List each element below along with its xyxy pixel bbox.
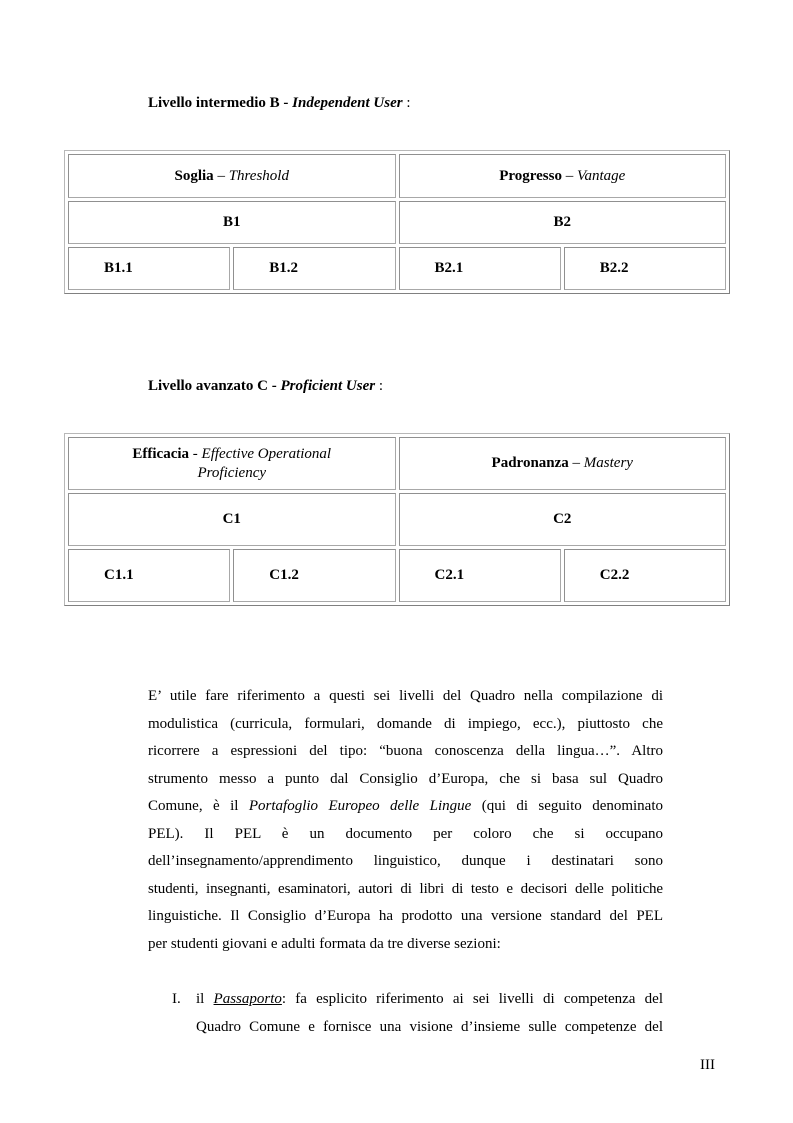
paragraph-line: studenti, insegnanti, esaminatori, autori di libri di testo e decisori delle politiche xyxy=(148,880,663,897)
paragraph-line: dell’insegnamento/apprendimento linguistico, dunque i destinatari sono xyxy=(148,853,663,869)
heading-level-b-italic: Independent User xyxy=(292,95,403,111)
heading-level-c-tail: : xyxy=(375,378,383,394)
heading-level-c-bold: Livello avanzato C - xyxy=(148,378,281,394)
page-number: III xyxy=(700,1057,715,1073)
body-paragraph xyxy=(148,683,663,958)
paragraph-line: E’ utile fare riferimento a questi sei livelli del Quadro nella compilazione di xyxy=(148,688,663,704)
table-b-level-b2: B2 xyxy=(399,201,727,244)
paragraph-line: modulistica (curricula, formulari, domande di impiego, ecc.), piuttosto che xyxy=(148,715,663,732)
paragraph-line: ricorrere a espressioni del tipo: “buona conoscenza della lingua…”. Altro xyxy=(148,743,663,759)
table-b-sub-b2-2: B2.2 xyxy=(564,247,726,290)
table-c-level-c1: C1 xyxy=(68,493,396,546)
table-level-c xyxy=(64,433,730,606)
paragraph-line: linguistiche. Il Consiglio d’Europa ha prodotto una versione standard del PEL xyxy=(148,908,663,924)
table-c-header-mastery: Padronanza – Mastery xyxy=(399,437,727,490)
paragraph-line: strumento messo a punto dal Consiglio d’Europa, che si basa sul Quadro xyxy=(148,770,663,787)
table-b-sub-b2-1: B2.1 xyxy=(399,247,561,290)
list-item-passport xyxy=(196,986,663,1041)
table-b-sub-b1-2: B1.2 xyxy=(233,247,395,290)
list-numeral: I. xyxy=(172,991,181,1007)
table-c-sub-c2-1: C2.1 xyxy=(399,549,561,602)
table-b-header-vantage: Progresso – Vantage xyxy=(399,154,727,198)
portfolio-title: Portafoglio Europeo delle Lingue xyxy=(248,798,472,814)
list-item-line: Quadro Comune e fornisce una visione d’insieme sulle competenze del xyxy=(196,1018,663,1035)
table-c-sub-c1-2: C1.2 xyxy=(233,549,395,602)
heading-level-b-tail: : xyxy=(402,95,411,111)
list-item-line: il Passaporto: fa esplicito riferimento ai sei livelli di competenza del xyxy=(196,991,663,1007)
table-c-level-c2: C2 xyxy=(399,493,727,546)
paragraph-line-with-title: Comune, è il Portafoglio Europeo delle Lingue (qui di seguito denominato xyxy=(148,798,664,814)
passport-term: Passaporto xyxy=(213,991,282,1007)
heading-level-c-italic: Proficient User xyxy=(280,378,376,394)
table-b-level-b1: B1 xyxy=(68,201,396,244)
paragraph-line: PEL). Il PEL è un documento per coloro che si occupano xyxy=(148,825,663,842)
table-c-header-efficacy: Efficacia - Effective Operational Proficiency xyxy=(68,437,396,490)
heading-level-b xyxy=(148,95,411,112)
heading-level-c xyxy=(148,378,383,395)
table-b-header-threshold: Soglia – Threshold xyxy=(68,154,396,198)
table-level-b xyxy=(64,150,730,294)
table-c-sub-c1-1: C1.1 xyxy=(68,549,230,602)
table-c-sub-c2-2: C2.2 xyxy=(564,549,726,602)
table-b-sub-b1-1: B1.1 xyxy=(68,247,230,290)
heading-level-b-bold: Livello intermedio B - xyxy=(148,95,293,111)
paragraph-line: per studenti giovani e adulti formata da tre diverse sezioni: xyxy=(148,935,501,952)
